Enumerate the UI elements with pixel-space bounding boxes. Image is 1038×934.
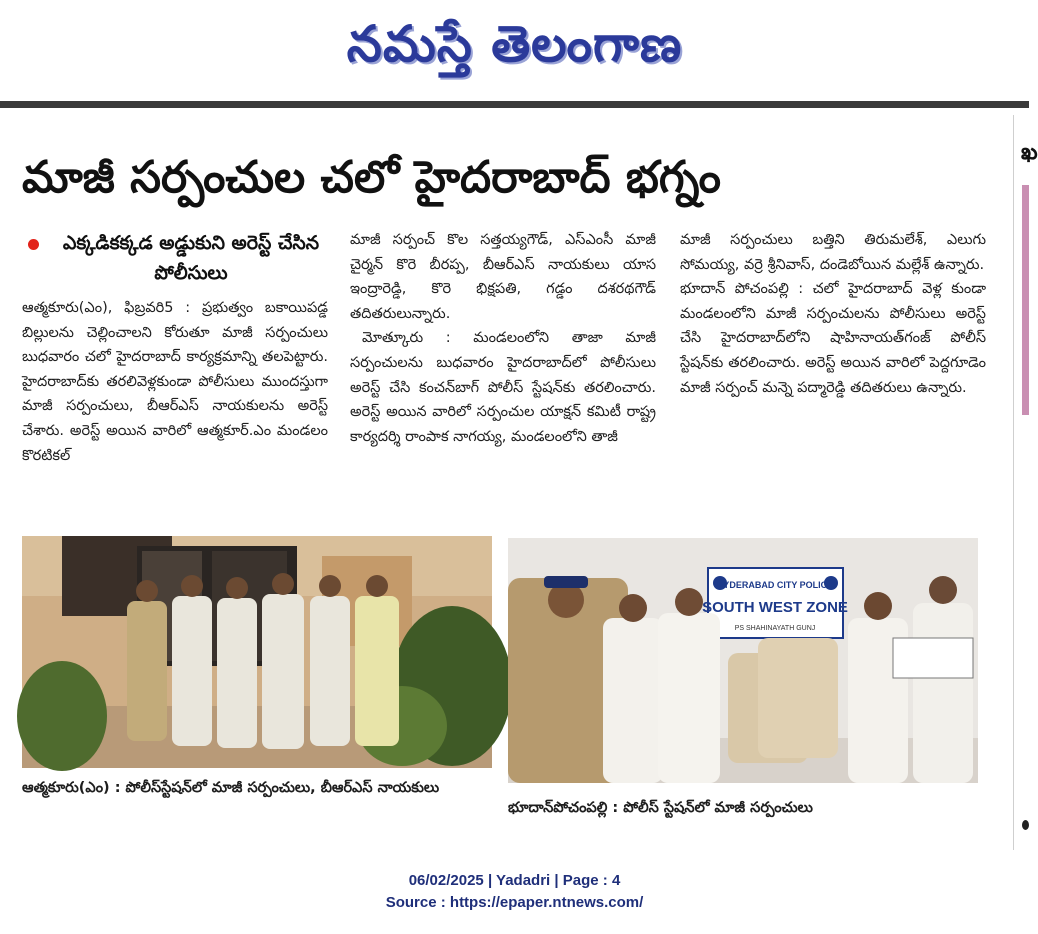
banner-line-2: SOUTH WEST ZONE — [702, 599, 848, 616]
photo-1-caption: ఆత్మకూరు(ఎం) : పోలీస్‌స్టేషన్‌లో మాజీ సర్పంచులు, బీఆర్‌ఎస్ నాయకులు — [22, 780, 440, 796]
footer-source: Source : https://epaper.ntnews.com/ — [385, 894, 644, 911]
photo-2-illustration — [508, 538, 978, 783]
column-3-paragraph-1: మాజీ సర్పంచులు బత్తిని తిరుమలేశ్, ఎలుగు సోమయ్య, వర్రె శ్రీనివాస్, దండెబోయిన మల్లేశ్ ఉన్నారు. — [680, 232, 986, 273]
photo-1-illustration — [22, 536, 492, 768]
masthead-rule — [0, 101, 1029, 108]
subhead-text: ఎక్కడికక్కడ అడ్డుకుని అరెస్ట్ చేసిన పోలీసులు — [62, 232, 320, 284]
adjacent-photo-fragment — [1022, 185, 1029, 415]
masthead — [0, 0, 1029, 100]
column-3-paragraph-2: భూదాన్ పోచంపల్లి : చలో హైదరాబాద్ వెళ్ల కుండా మండలంలోని మాజీ సర్పంచులను పోలీసులు అరెస్ట్ చేసి హైదరాబాద్‌లోని షాహినాయత్‌గంజ్ పోలీస్ స్టేషన్‌కు తరలించారు. అరెస్ట్ అయిన వారిలో పెద్దగూడెం మాజీ సర్పంచ్ మన్నె పద్మారెడ్డి తదితరులు ఉన్నారు. — [680, 281, 986, 396]
column-divider — [1013, 115, 1014, 850]
column-1-text: ఆత్మకూరు(ఎం), ఫిబ్రవరి5 : ప్రభుత్వం బకాయిపడ్డ బిల్లులను చెల్లించాలని కోరుతూ మాజీ సర్పంచులు బుధవారం చలో హైదరాబాద్ కార్యక్రమాన్ని తలపెట్టారు. హైదరాబాద్‌కు తరలివెళ్లకుండా పోలీసులు ముందస్తుగా మాజీ సర్పంచులు, బీఆర్‌ఎస్ నాయకులను అరెస్ట్ చేశారు. అరెస్ట్ అయిన వారిలో ఆత్మకూర్.ఎం మండలం కొరటికల్ — [22, 300, 328, 464]
article-column-2 — [350, 228, 656, 518]
column-2-paragraph-2: మోత్కూరు : మండలంలోని తాజా మాజీ సర్పంచులను బుధవారం హైదరాబాద్‌లో పోలీసులు అరెస్ట్ చేసి కంచన్‌బాగ్ పోలీస్ స్టేషన్‌కు తరలించారు. అరెస్ట్ అయిన వారిలో సర్పంచుల యాక్షన్ కమిటీ రాష్ట్ర కార్యదర్శి రాంపాక నాగయ్య, మండలంలోని తాజీ — [350, 330, 656, 445]
photo-atmakur-police-station — [22, 536, 492, 768]
article-headline: మాజీ సర్పంచుల చలో హైదరాబాద్ భగ్నం — [22, 152, 721, 203]
banner-line-3: PS SHAHINAYATH GUNJ — [734, 625, 816, 632]
column-2-paragraph-1: మాజీ సర్పంచ్ కొల సత్తయ్యగౌడ్, ఎస్‌ఎంసీ మాజీ చైర్మన్ కొరె బీరప్ప, బీఆర్‌ఎస్ నాయకులు యాస ఇంద్రారెడ్డి, కొరె భిక్షపతి, గడ్డం దశరథగౌడ్ తదితరులున్నారు. — [350, 232, 656, 322]
article-column-3 — [680, 228, 986, 518]
newspaper-logo: నమస్తే తెలంగాణ — [346, 14, 683, 73]
article-column-1 — [22, 296, 328, 522]
bullet-icon — [28, 239, 39, 250]
photo-pochampally-police-station — [508, 538, 978, 783]
banner-line-1: HYDERABAD CITY POLICE — [716, 580, 834, 590]
photo-2-caption: భూదాన్‌పోచంపల్లి : పోలీస్ స్టేషన్‌లో మాజీ సర్పంచులు — [508, 800, 813, 816]
adjacent-article-fragment: ఖ — [1021, 140, 1038, 165]
article-subhead — [22, 228, 340, 292]
page-footer — [0, 870, 1029, 914]
footer-date-edition: 06/02/2025 | Yadadri | Page : 4 — [408, 872, 621, 889]
adjacent-bullet-fragment — [1022, 820, 1029, 830]
